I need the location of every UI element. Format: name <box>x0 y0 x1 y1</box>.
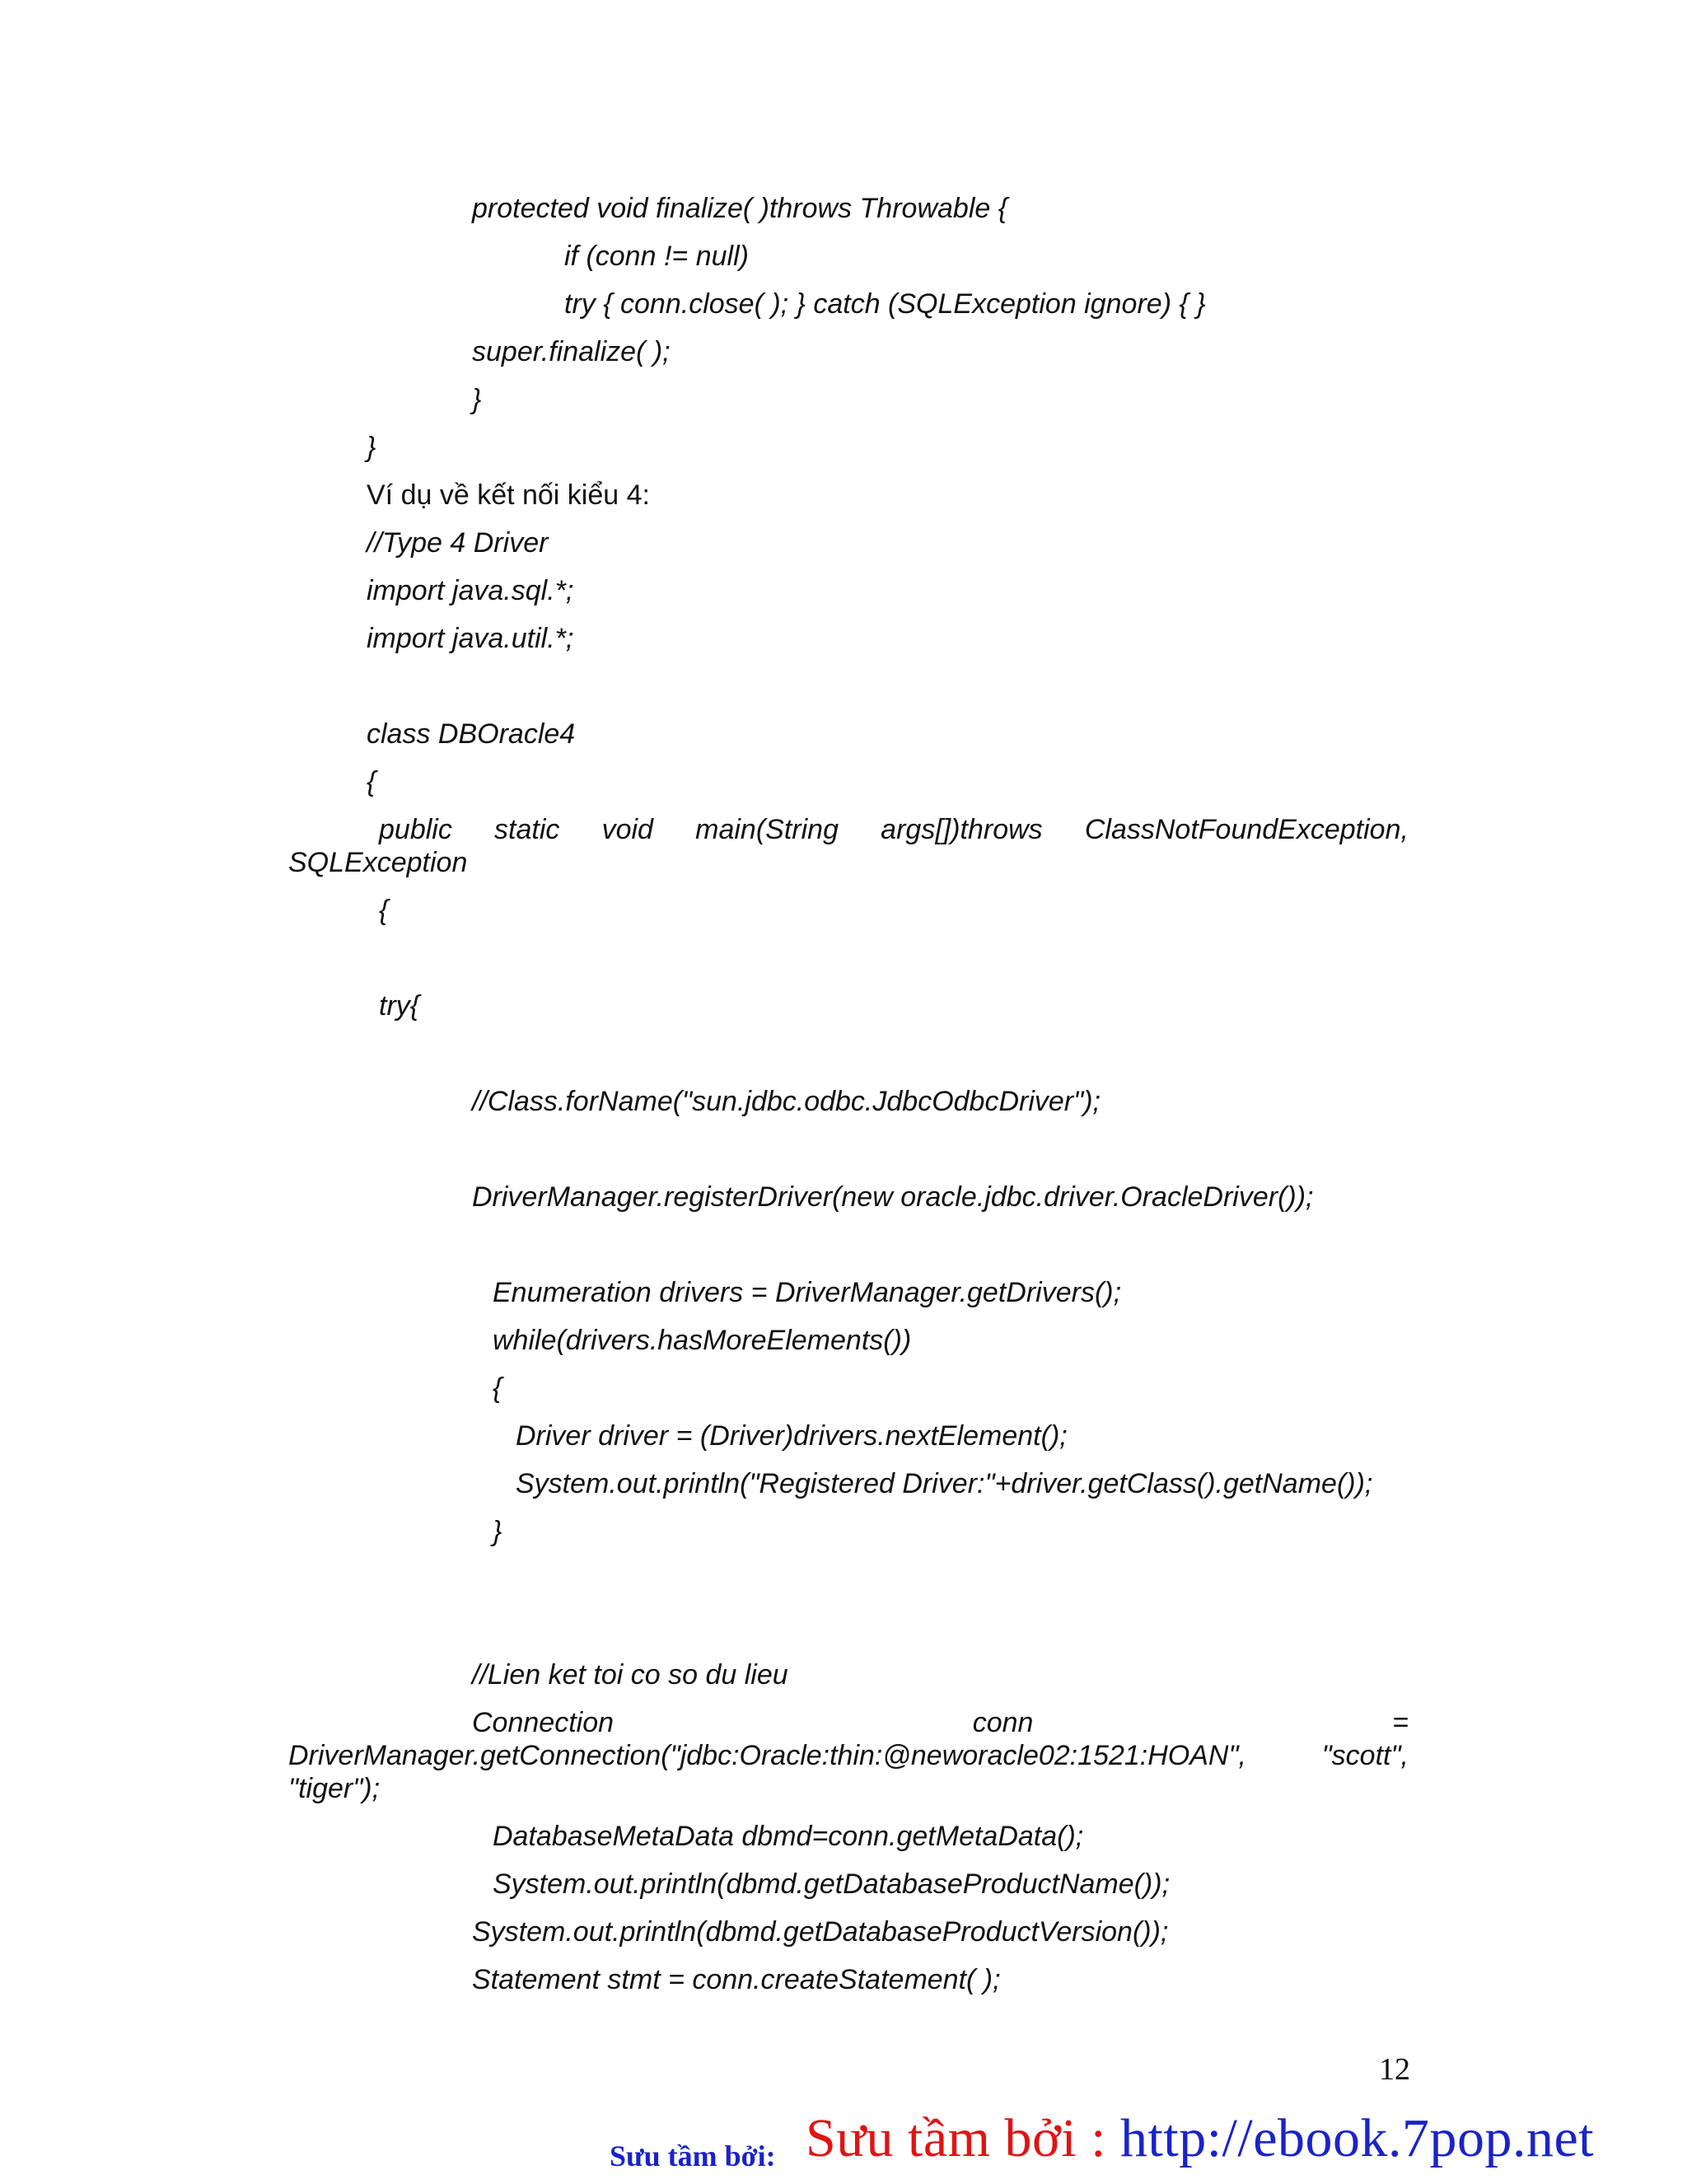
code-line-comment-forname: //Class.forName("sun.jdbc.odbc.JdbcOdbcDriver"); <box>472 1086 1101 1117</box>
code-line-register-driver: DriverManager.registerDriver(new oracle.jdbc.driver.OracleDriver()); <box>472 1181 1314 1213</box>
watermark-prefix: Sưu tầm bởi : <box>806 2108 1121 2168</box>
code-line-finalize-signature: protected void finalize( )throws Throwable { <box>472 193 1008 224</box>
connection-word: DriverManager.getConnection("jdbc:Oracle:thin:@neworacle02:1521:HOAN", <box>288 1740 1246 1771</box>
page-number: 12 <box>1379 2052 1410 2087</box>
code-line-get-connection <box>288 1739 1409 1772</box>
code-line-comment-connect: //Lien ket toi co so du lieu <box>472 1659 788 1691</box>
code-line-import-util: import java.util.*; <box>367 623 574 654</box>
example-heading: Ví dụ về kết nối kiểu 4: <box>367 479 650 511</box>
code-line-super-finalize: super.finalize( ); <box>472 336 671 367</box>
code-line-main-signature-cont: SQLException <box>288 847 468 878</box>
main-sig-word: ClassNotFoundException, <box>1084 814 1409 845</box>
connection-word: "scott", <box>1321 1740 1409 1771</box>
watermark-banner <box>806 2107 1594 2170</box>
code-line-class-open: { <box>367 766 376 797</box>
code-line-while-close: } <box>493 1516 502 1547</box>
code-line-println-driver: System.out.println("Registered Driver:"+driver.getClass().getName()); <box>516 1468 1373 1499</box>
code-line-println-name: System.out.println(dbmd.getDatabaseProductName()); <box>493 1868 1171 1900</box>
code-line-class-close: } <box>367 432 376 463</box>
code-line-enum-drivers: Enumeration drivers = DriverManager.getDrivers(); <box>493 1277 1122 1308</box>
code-line-while-open: { <box>493 1373 502 1404</box>
credit-label: Sưu tầm bởi: <box>610 2140 776 2172</box>
code-line-connection <box>472 1706 1409 1739</box>
code-line-println-version: System.out.println(dbmd.getDatabaseProductVersion()); <box>472 1916 1169 1948</box>
code-line-close-brace: } <box>472 384 482 415</box>
main-sig-word: static <box>494 814 560 845</box>
code-line-main-open: { <box>379 895 389 926</box>
main-sig-word: public <box>379 814 452 845</box>
code-line-while-loop: while(drivers.hasMoreElements()) <box>493 1325 912 1356</box>
code-line-import-sql: import java.sql.*; <box>367 575 574 606</box>
code-line-try-close: try { conn.close( ); } catch (SQLException ignore) { } <box>564 288 1206 320</box>
watermark-url: http://ebook.7pop.net <box>1120 2108 1595 2168</box>
code-line-get-connection-cont: "tiger"); <box>288 1773 381 1804</box>
connection-word: = <box>1392 1707 1409 1738</box>
code-line-comment-type4: //Type 4 Driver <box>367 527 549 559</box>
code-line-main-signature <box>379 813 1409 846</box>
code-line-class-decl: class DBOracle4 <box>367 718 576 750</box>
main-sig-word: main(String <box>695 814 839 845</box>
code-line-metadata: DatabaseMetaData dbmd=conn.getMetaData(); <box>493 1821 1084 1852</box>
connection-word: Connection <box>472 1707 615 1738</box>
main-sig-word: void <box>601 814 653 845</box>
connection-word: conn <box>972 1707 1034 1738</box>
code-line-create-statement: Statement stmt = conn.createStatement( ); <box>472 1964 1001 1995</box>
code-line-try-open: try{ <box>379 990 420 1022</box>
code-line-if-conn: if (conn != null) <box>564 241 749 272</box>
main-sig-word: args[])throws <box>881 814 1043 845</box>
code-line-driver-next: Driver driver = (Driver)drivers.nextElement(); <box>516 1420 1068 1452</box>
